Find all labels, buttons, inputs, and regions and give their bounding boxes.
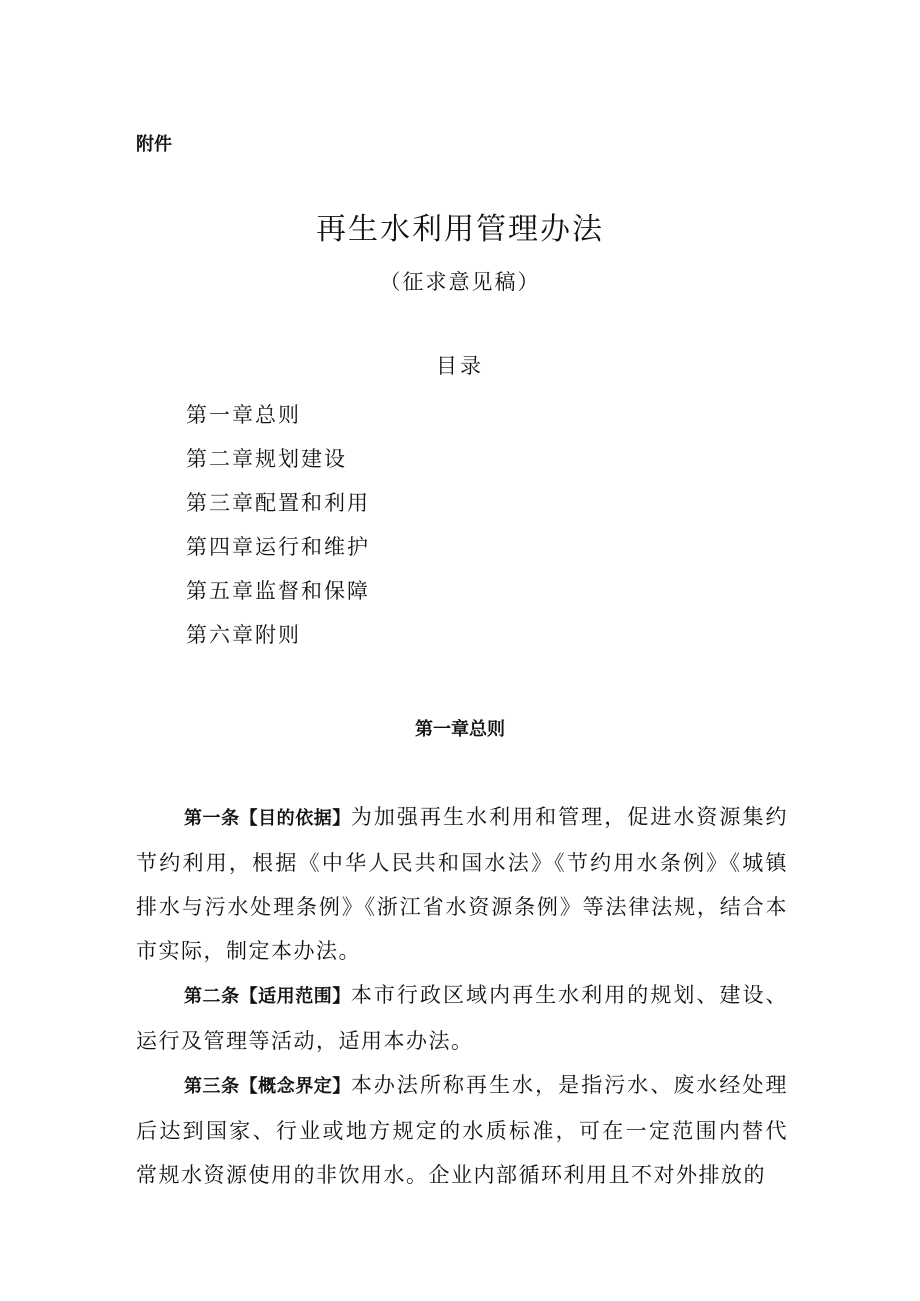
toc-item-chapter-4: 第四章运行和维护 [186,535,370,559]
toc-item-chapter-3: 第三章配置和利用 [186,491,370,515]
article-3 [136,1063,788,1197]
toc-item-chapter-5: 第五章监督和保障 [186,579,370,603]
article-1-text: 为加强再生水利用和管理，促进水资源集约节约利用，根据《中华人民共和国水法》《节约用水条例》《城镇排水与污水处理条例》《浙江省水资源条例》等法律法规，结合本市实际，制定本办法。 [136,805,789,963]
article-3-text: 本办法所称再生水，是指污水、废水经处理后达到国家、行业或地方规定的水质标准，可在一定范围内替代常规水资源使用的非饮用水。企业内部循环利用且不对外排放的 [136,1073,789,1187]
article-1 [136,795,788,973]
article-2-label: 第二条【适用范围】 [184,986,351,1007]
article-3-label: 第三条【概念界定】 [184,1076,351,1097]
toc-item-chapter-6: 第六章附则 [186,623,301,647]
table-of-contents [186,393,370,657]
toc-item-chapter-1: 第一章总则 [186,403,301,427]
toc-item-chapter-2: 第二章规划建设 [186,447,347,471]
document-title: 再生水利用管理办法 [316,212,604,247]
article-2 [136,973,788,1063]
document-subtitle: （征求意见稿） [379,270,541,294]
toc-heading: 目录 [436,354,484,378]
article-1-label: 第一条【目的依据】 [184,808,351,829]
chapter-heading: 第一章总则 [415,719,505,740]
chapter-articles [136,795,788,1197]
article-2-text: 本市行政区域内再生水利用的规划、建设、运行及管理等活动，适用本办法。 [136,983,789,1053]
attachment-label: 附件 [136,134,172,155]
